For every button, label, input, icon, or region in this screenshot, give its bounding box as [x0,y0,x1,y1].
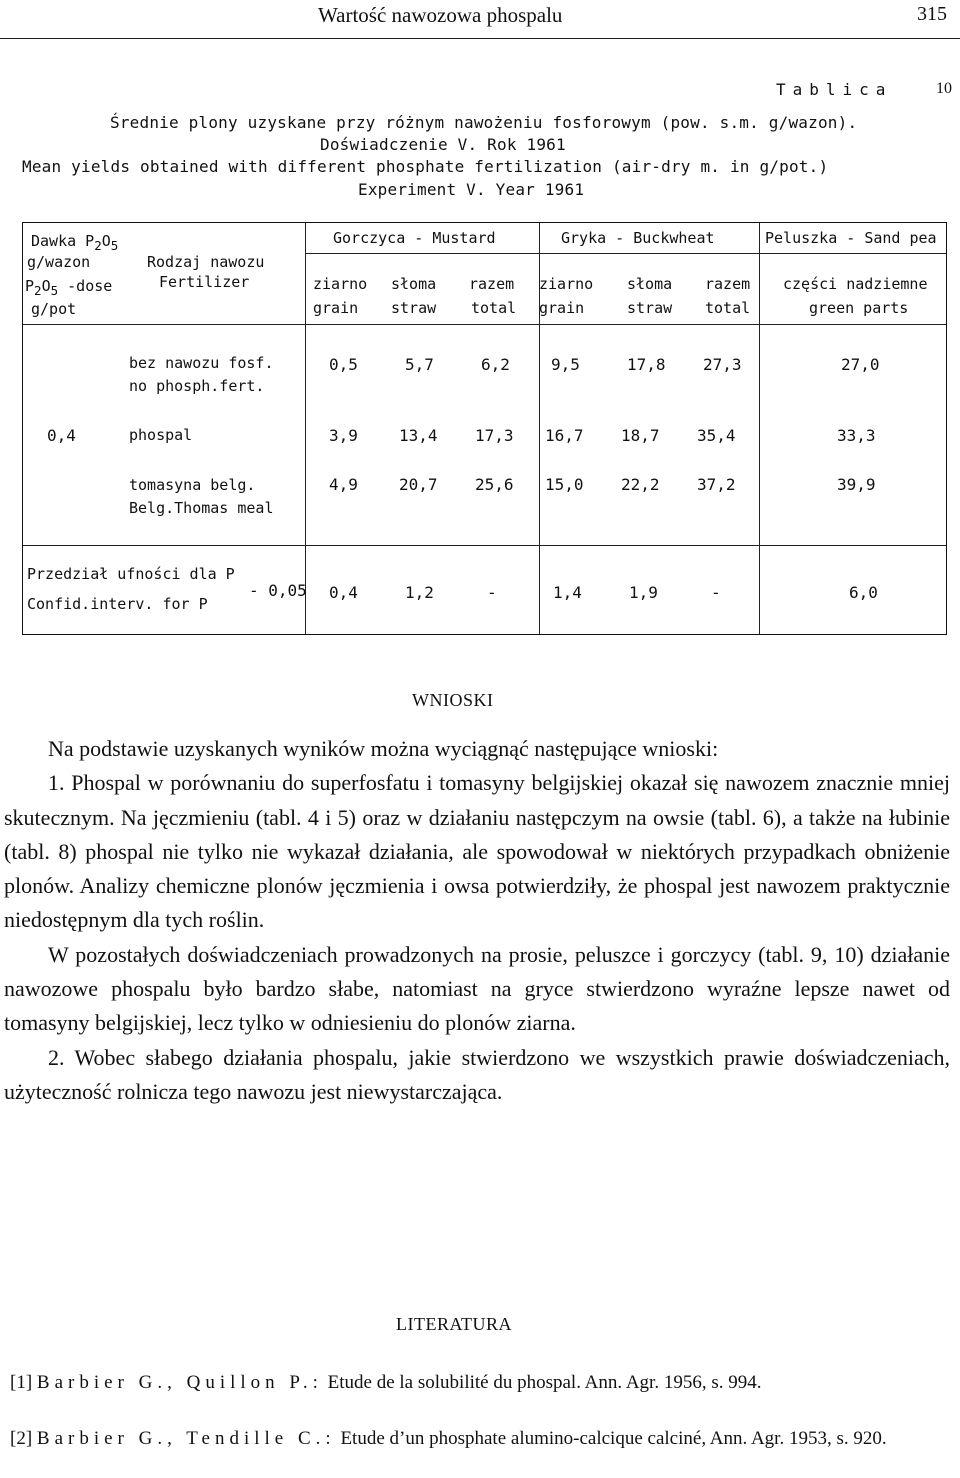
dose-header-en-unit: g/pot [31,300,77,318]
lsd-value: 0,4 [329,583,358,602]
table-hline [305,253,946,254]
reference-number: [2] [10,1428,33,1449]
subcol-en: total [705,299,751,317]
dose-value: 0,4 [47,426,76,445]
conclusions-point-2: 2. Wobec słabego działania phospalu, jakie stwierdzono we wszystkich prawie doświadczeniach, użyteczność rolnicza tego nawozu jest niewystarczająca. [4,1044,950,1104]
subcol-en: straw [627,299,673,317]
cell-value: 22,2 [621,475,660,494]
lsd-p-value: - 0,05 [249,581,307,600]
cell-value: 20,7 [399,475,438,494]
lsd-label-en: Confid.interv. for P [27,595,208,613]
cell-value: 5,7 [405,355,434,374]
subcol-pl: słoma [627,275,673,293]
dose-header-pl: Dawka $P_2O_5$ [31,232,119,253]
table-hline [23,324,946,325]
caption-experiment-en: Experiment V. Year 1961 [358,180,585,199]
yield-table [22,222,947,635]
cell-value: 18,7 [621,426,660,445]
lsd-label-pl: Przedział ufności dla P [27,565,235,583]
lsd-value: 6,0 [849,583,878,602]
cell-value: 16,7 [545,426,584,445]
running-header [0,0,960,39]
cell-value: 17,3 [475,426,514,445]
subcol-en: grain [539,299,585,317]
group-buckwheat: Gryka - Buckwheat [561,229,715,247]
cell-value: 3,9 [329,426,358,445]
conclusions-heading: WNIOSKI [412,690,494,710]
cell-value: 4,9 [329,475,358,494]
caption-title-pl: Średnie plony uzyskane przy różnym nawożeniu fosforowym (pow. s.m. g/wazon). [110,113,858,132]
cell-value: 13,4 [399,426,438,445]
caption-title-en: Mean yields obtained with different phosphate fertilization (air-dry m. in g/pot.) [22,157,829,176]
cell-value: 9,5 [551,355,580,374]
fertilizer-header-pl: Rodzaj nawozu [147,253,265,271]
reference-authors: Barbier G., Tendille C.: [36,1428,336,1449]
lsd-value: - [487,583,497,602]
subcol-pl: części nadziemne [783,275,928,293]
row-fertilizer-pl: tomasyna belg. [129,476,256,494]
references-heading: LITERATURA [396,1314,512,1334]
subcol-pl: razem [705,275,751,293]
reference-item [10,1424,950,1453]
subcol-en: straw [391,299,437,317]
reference-text: Etude d’un phosphate alumino-calcique calciné, Ann. Agr. 1953, s. 920. [340,1428,887,1449]
caption-experiment-pl: Doświadczenie V. Rok 1961 [320,135,566,154]
dose-header-pl-unit: g/wazon [27,253,91,271]
lsd-value: 1,4 [553,583,582,602]
cell-value: 27,3 [703,355,742,374]
table-hline [23,545,946,546]
cell-value: 25,6 [475,475,514,494]
row-fertilizer-en: no phosph.fert. [129,377,265,395]
reference-text: Etude de la solubilité du phospal. Ann. Agr. 1956, s. 994. [327,1372,762,1393]
dose-header-en: $P_2O_5$ -dose [25,277,113,298]
reference-number: [1] [10,1372,33,1393]
reference-item [10,1368,950,1397]
cell-value: 17,8 [627,355,666,374]
lsd-value: 1,9 [629,583,658,602]
fertilizer-header-en: Fertilizer [159,273,250,291]
subcol-pl: słoma [391,275,437,293]
subcol-pl: ziarno [313,275,368,293]
row-fertilizer-pl: phospal [129,426,193,444]
conclusions-body [4,732,950,1109]
subcol-pl: razem [469,275,515,293]
reference-authors: Barbier G., Quillon P.: [36,1372,323,1393]
subcol-en: green parts [809,299,909,317]
cell-value: 35,4 [697,426,736,445]
cell-value: 33,3 [837,426,876,445]
running-title: Wartość nawozowa phospalu [318,3,563,27]
cell-value: 27,0 [841,355,880,374]
page-number: 315 [917,3,947,25]
row-fertilizer-pl: bez nawozu fosf. [129,354,274,372]
group-sand-pea: Peluszka - Sand pea [765,229,937,247]
table-label: Tablica [776,80,893,99]
table-vline [305,223,306,634]
table-number: 10 [936,80,952,97]
cell-value: 39,9 [837,475,876,494]
lsd-value: - [711,583,721,602]
row-fertilizer-en: Belg.Thomas meal [129,499,274,517]
group-mustard: Gorczyca - Mustard [333,229,496,247]
cell-value: 15,0 [545,475,584,494]
cell-value: 6,2 [481,355,510,374]
conclusions-intro: Na podstawie uzyskanych wyników można wyciągnąć następujące wnioski: [48,736,719,761]
lsd-value: 1,2 [405,583,434,602]
subcol-pl: ziarno [539,275,594,293]
table-vline [759,223,760,634]
conclusions-paragraph-2: W pozostałych doświadczeniach prowadzonych na prosie, peluszce i gorczycy (tabl. 9, 10) działanie nawozowe phospalu było bardzo słabe, natomiast na gryce stwierdzono wyraźne lepsze nawet od tomasyny belgijskiej, lecz tylko w odniesieniu do plonów ziarna. [4,941,950,1036]
subcol-en: total [471,299,517,317]
cell-value: 37,2 [697,475,736,494]
subcol-en: grain [313,299,359,317]
cell-value: 0,5 [329,355,358,374]
conclusions-point-1: 1. Phospal w porównaniu do superfosfatu i tomasyny belgijskiej okazał się nawozem znacznie mniej skutecznym. Na jęczmieniu (tabl. 4 i 5) oraz w działaniu następczym na owsie (tabl. 6), a także na łubinie (tabl. 8) phospal nie tylko nie wykazał działania, ale spowodował w niektórych przypadkach obniżenie plonów. Analizy chemiczne plonów jęczmienia i owsa potwierdziły, że phospal jest nawozem praktycznie niedostępnym dla tych roślin. [4,770,950,933]
